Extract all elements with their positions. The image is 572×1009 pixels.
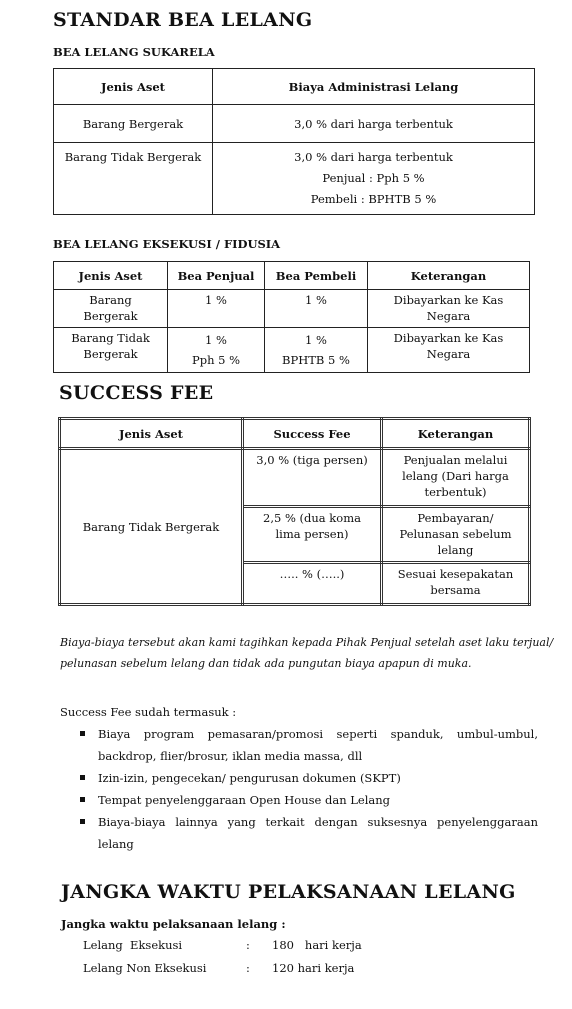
- list-item-text: Biaya-biaya lainnya yang terkait dengan suksesnya penyelenggaraan lelang: [98, 815, 538, 851]
- bullet-square-icon: [80, 797, 85, 802]
- list-item: [62, 723, 538, 767]
- jangka-value: 180 hari kerja: [272, 938, 362, 952]
- table-row: [54, 328, 530, 373]
- cell-line: Pembayaran/: [417, 511, 494, 525]
- header-keterangan: Keterangan: [368, 262, 530, 290]
- cell-keterangan: [382, 563, 530, 605]
- table-row: [60, 449, 530, 507]
- includes-list: [62, 723, 538, 855]
- cell-keterangan: [382, 507, 530, 563]
- jangka-sep: :: [246, 938, 250, 952]
- header-success-fee: Success Fee: [243, 419, 382, 449]
- eksekusi-table: [53, 261, 530, 373]
- cell-line: Dibayarkan ke Kas: [393, 331, 504, 345]
- cell-line: Dibayarkan ke Kas: [393, 293, 504, 307]
- cell-keterangan: [368, 328, 530, 373]
- bullet-square-icon: [80, 731, 85, 736]
- subsection-title-sukarela: BEA LELANG SUKARELA: [53, 45, 215, 59]
- cell-line: Pelunasan sebelum: [399, 527, 512, 541]
- includes-title: Success Fee sudah termasuk :: [60, 705, 237, 719]
- cell-fee: 3,0 % (tiga persen): [243, 449, 382, 507]
- cell-biaya-line: Penjual : Pph 5 %: [322, 171, 425, 185]
- cell-line: Negara: [426, 347, 471, 361]
- cell-biaya: [213, 143, 535, 215]
- jangka-subtitle: Jangka waktu pelaksanaan lelang :: [61, 917, 286, 931]
- table-row: [54, 105, 535, 143]
- list-item: [62, 767, 538, 789]
- section-title-jangka-waktu: JANGKA WAKTU PELAKSANAAN LELANG: [61, 881, 516, 903]
- fee-note: [60, 632, 560, 674]
- cell-line: terbentuk): [424, 485, 487, 499]
- cell-fee: [243, 507, 382, 563]
- cell-line: lima persen): [275, 527, 349, 541]
- cell-aset: Barang Bergerak: [54, 105, 213, 143]
- success-fee-table: [58, 417, 531, 606]
- header-jenis-aset: Jenis Aset: [54, 262, 168, 290]
- list-item: [62, 811, 538, 855]
- cell-keterangan: [382, 449, 530, 507]
- cell-biaya: 3,0 % dari harga terbentuk: [213, 105, 535, 143]
- list-item-text: Izin-izin, pengecekan/ pengurusan dokumen (SKPT): [98, 771, 401, 785]
- header-keterangan: Keterangan: [382, 419, 530, 449]
- cell-aset: Barang Tidak Bergerak: [60, 449, 243, 605]
- header-jenis-aset: Jenis Aset: [54, 69, 213, 105]
- cell-fee: ….. % (…..): [243, 563, 382, 605]
- cell-line: Sesuai kesepakatan: [397, 567, 514, 581]
- cell-line: Barang: [89, 293, 132, 307]
- bullet-square-icon: [80, 775, 85, 780]
- sukarela-table: [53, 68, 535, 215]
- header-jenis-aset: Jenis Aset: [60, 419, 243, 449]
- cell-line: 1 %: [305, 333, 327, 347]
- fee-note-line: Biaya-biaya tersebut akan kami tagihkan kepada Pihak Penjual setelah aset laku terjual/: [60, 636, 554, 649]
- cell-aset: [54, 328, 168, 373]
- cell-line: lelang: [437, 543, 474, 557]
- cell-line: bersama: [430, 583, 481, 597]
- cell-aset: [54, 290, 168, 328]
- table-row: [54, 143, 535, 215]
- cell-biaya-line: Pembeli : BPHTB 5 %: [310, 192, 437, 206]
- header-biaya: Biaya Administrasi Lelang: [213, 69, 535, 105]
- jangka-label: Lelang Eksekusi: [83, 938, 183, 952]
- cell-line: Bergerak: [83, 309, 138, 323]
- cell-line: Barang Tidak: [71, 331, 150, 345]
- header-bea-pembeli: Bea Pembeli: [265, 262, 368, 290]
- cell-line: BPHTB 5 %: [282, 353, 350, 367]
- cell-aset: Barang Tidak Bergerak: [54, 143, 213, 215]
- cell-line: Penjualan melalui: [403, 453, 508, 467]
- list-item-text: Biaya program pemasaran/promosi seperti spanduk, umbul-umbul, backdrop, flier/brosur, iklan media massa, dll: [98, 727, 538, 763]
- cell-keterangan: [368, 290, 530, 328]
- cell-pembeli: [265, 328, 368, 373]
- list-item: [62, 789, 538, 811]
- table-row: [54, 290, 530, 328]
- cell-penjual: 1 %: [168, 290, 265, 328]
- list-item-text: Tempat penyelenggaraan Open House dan Lelang: [98, 793, 391, 807]
- fee-note-line: pelunasan sebelum lelang dan tidak ada pungutan biaya apapun di muka.: [60, 657, 472, 670]
- section-title-standar: STANDAR BEA LELANG: [53, 9, 313, 31]
- subsection-title-eksekusi: BEA LELANG EKSEKUSI / FIDUSIA: [53, 237, 281, 251]
- cell-penjual: [168, 328, 265, 373]
- cell-line: Negara: [426, 309, 471, 323]
- jangka-label: Lelang Non Eksekusi: [83, 961, 207, 975]
- header-bea-penjual: Bea Penjual: [168, 262, 265, 290]
- jangka-value: 120 hari kerja: [272, 961, 355, 975]
- cell-line: lelang (Dari harga: [402, 469, 509, 483]
- cell-line: Pph 5 %: [191, 353, 241, 367]
- section-title-success-fee: SUCCESS FEE: [59, 382, 214, 404]
- cell-line: 1 %: [205, 333, 227, 347]
- cell-pembeli: 1 %: [265, 290, 368, 328]
- jangka-sep: :: [246, 961, 250, 975]
- cell-line: Bergerak: [83, 347, 138, 361]
- cell-biaya-line: 3,0 % dari harga terbentuk: [294, 150, 453, 164]
- bullet-square-icon: [80, 819, 85, 824]
- cell-line: 2,5 % (dua koma: [263, 511, 361, 525]
